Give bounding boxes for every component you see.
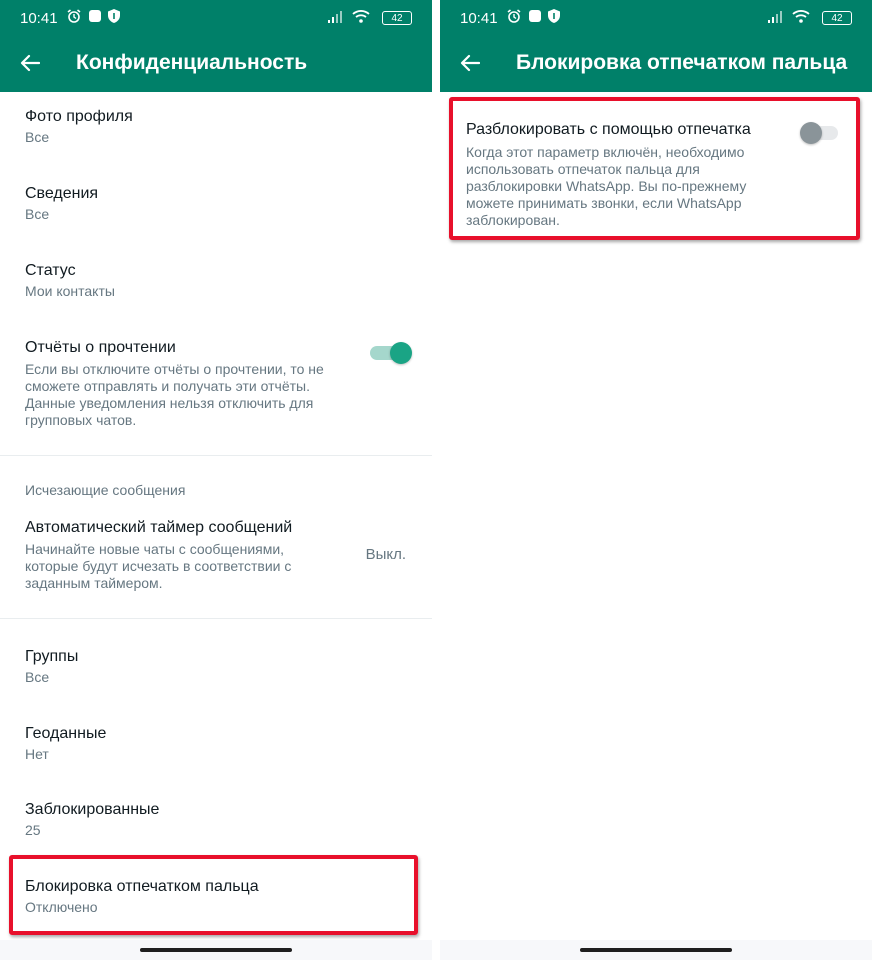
- back-arrow-icon[interactable]: [458, 51, 482, 75]
- setting-blocked[interactable]: [25, 800, 412, 839]
- notification-icon: [528, 9, 542, 27]
- status-bar: [0, 0, 432, 36]
- shield-icon: [548, 9, 560, 27]
- setting-title: Заблокированные: [25, 801, 160, 818]
- setting-title: Автоматический таймер сообщений: [25, 519, 293, 536]
- setting-title: Фото профиля: [25, 108, 133, 125]
- setting-groups[interactable]: [25, 647, 412, 686]
- app-bar: [440, 0, 872, 92]
- setting-read-receipts[interactable]: [25, 338, 412, 429]
- disappearing-timer-value: Выкл.: [365, 546, 406, 563]
- gesture-bar: [440, 940, 872, 960]
- setting-title: Блокировка отпечатком пальца: [25, 878, 259, 895]
- app-bar: [0, 0, 432, 92]
- setting-title: Статус: [25, 262, 76, 279]
- wifi-icon: [352, 9, 370, 27]
- shield-icon: [108, 9, 120, 27]
- setting-title: Отчёты о прочтении: [25, 339, 176, 356]
- home-indicator[interactable]: [580, 948, 732, 952]
- status-time: 10:41: [20, 9, 58, 27]
- alarm-icon: [506, 8, 522, 28]
- divider: [0, 618, 432, 619]
- privacy-screen: [0, 0, 432, 960]
- setting-value: Все: [25, 669, 50, 685]
- read-receipts-toggle[interactable]: [370, 346, 406, 360]
- setting-description: Когда этот параметр включён, необходимо использовать отпечаток пальца для разблокировки WhatsApp. Вы по-прежнему можете принимать звонки, если WhatsApp заблокирован.: [466, 144, 747, 228]
- section-header-disappearing: Исчезающие сообщения: [25, 482, 186, 498]
- setting-title: Разблокировать с помощью отпечатка: [466, 121, 751, 138]
- setting-title: Группы: [25, 648, 79, 665]
- highlight-box: [449, 97, 860, 240]
- setting-status[interactable]: [25, 261, 412, 300]
- setting-description: Если вы отключите отчёты о прочтении, то не сможете отправлять и получать эти отчёты. Данные уведомления нельзя отключить для групповых чатов.: [25, 361, 324, 428]
- setting-disappearing-timer[interactable]: [25, 518, 412, 592]
- setting-location[interactable]: [25, 724, 412, 763]
- alarm-icon: [66, 8, 82, 28]
- setting-profile-photo[interactable]: [25, 107, 412, 146]
- fingerprint-lock-screen: [440, 0, 872, 960]
- screen-separator: [432, 0, 440, 960]
- signal-icon: [328, 9, 346, 27]
- status-time: 10:41: [460, 9, 498, 27]
- toolbar: [440, 40, 872, 86]
- status-bar: [440, 0, 872, 36]
- setting-value: Мои контакты: [25, 283, 115, 299]
- setting-title: Геоданные: [25, 725, 107, 742]
- toolbar: [0, 40, 432, 86]
- highlight-box: [9, 855, 418, 935]
- page-title: Блокировка отпечатком пальца: [516, 51, 848, 74]
- setting-title: Сведения: [25, 185, 99, 202]
- home-indicator[interactable]: [140, 948, 292, 952]
- setting-description: Начинайте новые чаты с сообщениями, которые будут исчезать в соответствии с заданным таймером.: [25, 541, 292, 591]
- wifi-icon: [792, 9, 810, 27]
- battery-icon: 42: [822, 11, 852, 25]
- gesture-bar: [0, 940, 432, 960]
- setting-about[interactable]: [25, 184, 412, 223]
- battery-icon: 42: [382, 11, 412, 25]
- setting-value: Все: [25, 129, 50, 145]
- setting-value: Отключено: [25, 899, 98, 915]
- toggle-knob: [390, 342, 412, 364]
- setting-value: Нет: [25, 746, 49, 762]
- setting-value: 25: [25, 822, 41, 838]
- signal-icon: [768, 9, 786, 27]
- page-title: Конфиденциальность: [76, 51, 308, 74]
- divider: [0, 455, 432, 456]
- back-arrow-icon[interactable]: [18, 51, 42, 75]
- notification-icon: [88, 9, 102, 27]
- setting-value: Все: [25, 206, 50, 222]
